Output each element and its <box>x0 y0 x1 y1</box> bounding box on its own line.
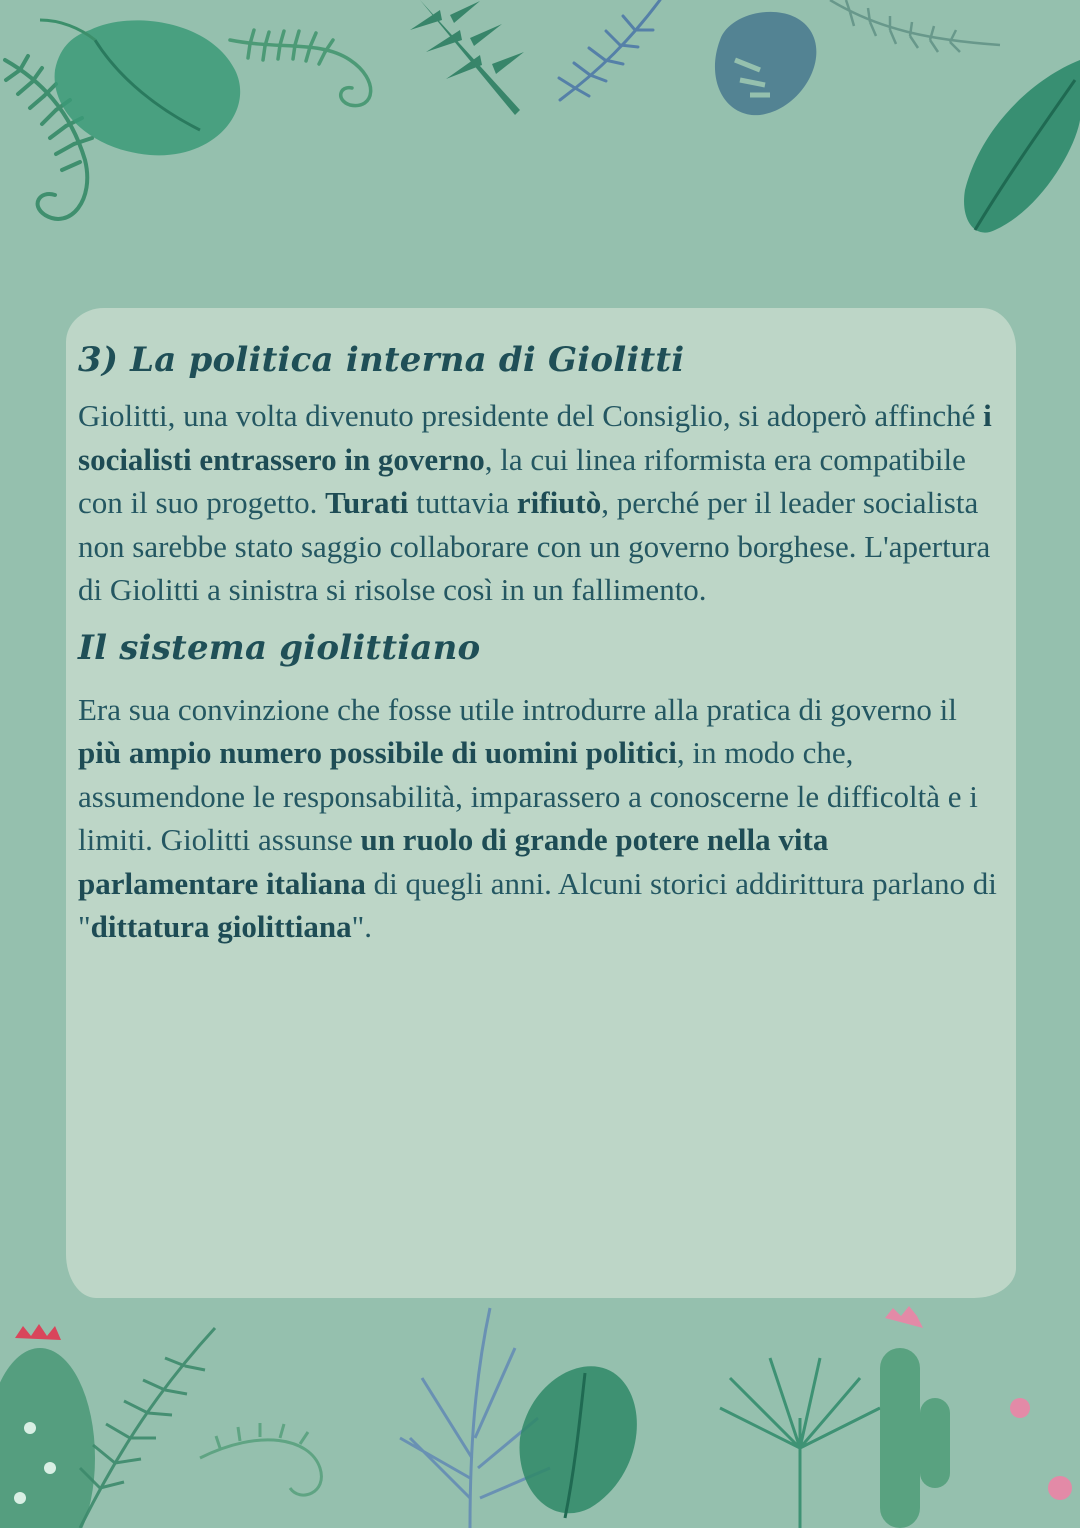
fern-curl-bottom-icon <box>200 1423 321 1495</box>
content-area <box>78 338 998 949</box>
text-span: , la cui linea riformista era compatibile con il suo progetto. <box>78 441 966 521</box>
flower-right-icon <box>1010 1398 1072 1500</box>
bold-span: rifiutò <box>516 485 602 521</box>
text-span: di quegli anni. Alcuni storici addirittura parlano di " <box>78 865 997 945</box>
paragraph-politica-interna <box>78 394 998 612</box>
bold-span: i socialisti entrassero in governo <box>78 398 992 477</box>
bold-span: più ampio numero possibile di uomini politici <box>78 735 677 771</box>
blue-fern-icon <box>559 0 660 100</box>
monstera-bottom-icon <box>520 1366 637 1518</box>
paragraph-sistema-giolittiano <box>78 688 998 949</box>
leaf-heart-icon <box>40 20 240 155</box>
bold-span: dittatura giolittiana <box>90 909 352 945</box>
text-span: Giolitti, una volta divenuto presidente del Consiglio, si adoperò affinché <box>78 398 984 434</box>
cactus-right-icon <box>880 1306 950 1528</box>
monstera-leaf-icon <box>715 12 816 115</box>
text-span: ". <box>351 909 372 945</box>
section-heading-sistema-giolittiano: Il sistema giolittiano <box>78 627 481 668</box>
palm-frond-icon <box>410 0 524 115</box>
palm-left-icon <box>80 1328 215 1528</box>
big-leaf-right-icon <box>964 60 1080 233</box>
top-foliage-decoration <box>0 0 1080 270</box>
text-span: tuttavia <box>408 485 517 521</box>
bottom-foliage-decoration <box>0 1298 1080 1528</box>
section-heading-politica-interna: 3) La politica interna di Giolitti <box>78 340 685 380</box>
text-span: , in modo che, assumendone le responsabilità, imparassero a conoscerne le difficoltà e i limiti. Giolitti assunse <box>78 735 978 858</box>
palm-right-bottom-icon <box>720 1358 880 1528</box>
bold-span: un ruolo di grande potere nella vita parlamentare italiana <box>78 822 829 901</box>
text-span: Era sua convinzione che fosse utile introdurre alla pratica di governo il <box>78 691 957 727</box>
fern-curl-icon <box>230 30 371 106</box>
bold-span: Turati <box>325 485 409 521</box>
text-span: , perché per il leader socialista non sarebbe stato saggio collaborare con un governo borghese. L'apertura di Giolitti a sinistra si risolse così in un fallimento. <box>78 485 991 608</box>
cactus-left-icon <box>0 1324 95 1528</box>
fern-right-icon <box>830 0 1000 52</box>
